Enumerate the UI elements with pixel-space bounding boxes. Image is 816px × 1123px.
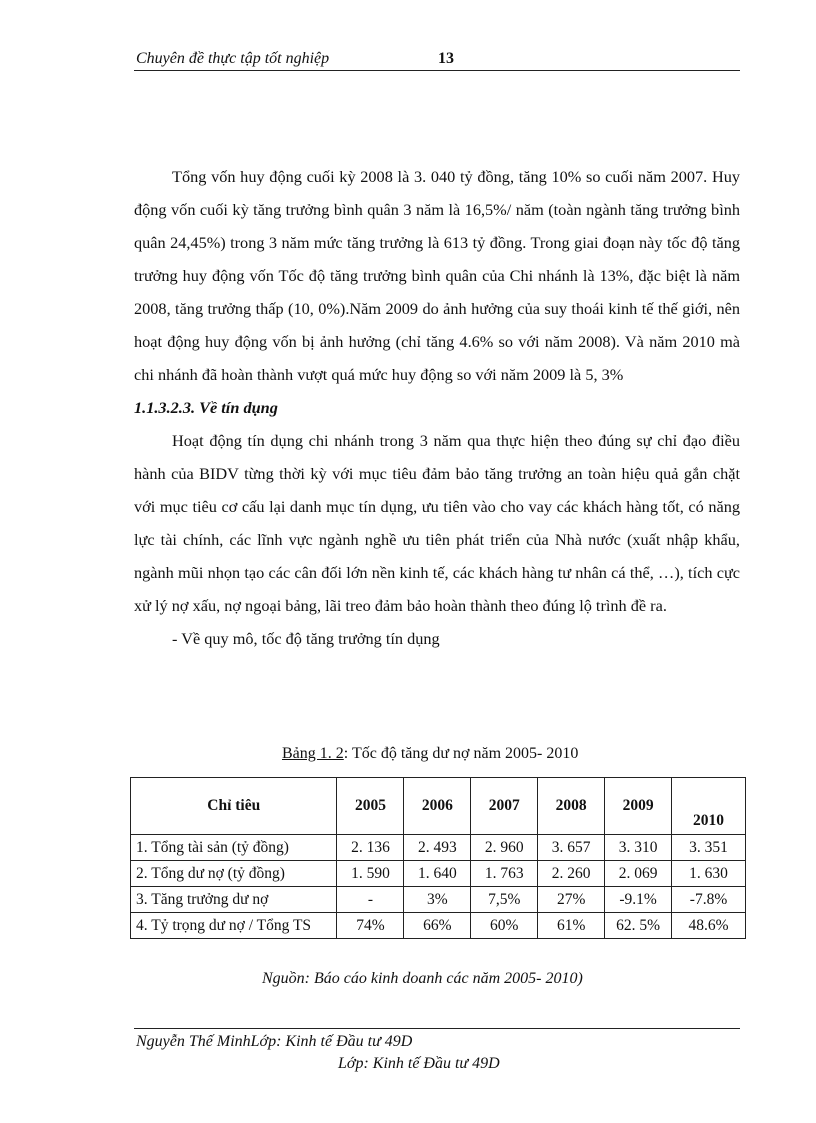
table-header-cell: 2008 bbox=[538, 778, 605, 835]
table-header-cell: 2006 bbox=[404, 778, 471, 835]
footer-divider bbox=[134, 1028, 740, 1029]
table-cell: 3. 310 bbox=[605, 835, 672, 861]
table-cell: 60% bbox=[471, 913, 538, 939]
table-source-note: Nguồn: Báo cáo kinh doanh các năm 2005- 2010) bbox=[262, 970, 583, 987]
document-title: Chuyên đề thực tập tốt nghiệp bbox=[136, 50, 330, 67]
table-header-cell: 2010 bbox=[672, 778, 746, 835]
table-row-label: 4. Tỷ trọng dư nợ / Tổng TS bbox=[131, 913, 337, 939]
table-row bbox=[131, 913, 746, 939]
table-cell: 3. 351 bbox=[672, 835, 746, 861]
table-row bbox=[131, 887, 746, 913]
paragraph-credit-activity: Hoạt động tín dụng chi nhánh trong 3 năm qua thực hiện theo đúng sự chỉ đạo điều hành của BIDV từng thời kỳ với mục tiêu đảm bảo tăng trưởng an toàn hiệu quả gắn chặt với mục tiêu cơ cấu lại danh mục tín dụng, ưu tiên vào cho vay các khách hàng tốt, có năng lực tài chính, các lĩnh vực ngành nghề ưu tiên phát triển của Nhà nước (xuất nhập khẩu, ngành mũi nhọn tạo các cân đối lớn nền kinh tế, các khách hàng tư nhân cá thể, …), tích cực xử lý nợ xấu, nợ ngoại bảng, lãi treo đảm bảo hoàn thành theo đúng lộ trình đề ra. bbox=[134, 431, 740, 615]
table-cell: 66% bbox=[404, 913, 471, 939]
table-cell: 1. 640 bbox=[404, 861, 471, 887]
table-row-label: 1. Tổng tài sản (tỷ đồng) bbox=[131, 835, 337, 861]
table-cell: 74% bbox=[337, 913, 404, 939]
body-text bbox=[134, 160, 740, 655]
table-header-cell: 2005 bbox=[337, 778, 404, 835]
footer-class: Lớp: Kinh tế Đầu tư 49D bbox=[338, 1055, 500, 1072]
table-cell: 3% bbox=[404, 887, 471, 913]
table-caption bbox=[282, 744, 578, 764]
table-cell: 7,5% bbox=[471, 887, 538, 913]
loan-growth-table bbox=[130, 777, 746, 939]
table-cell: 2. 136 bbox=[337, 835, 404, 861]
table-cell: 27% bbox=[538, 887, 605, 913]
table-cell: 1. 630 bbox=[672, 861, 746, 887]
table-cell: 2. 493 bbox=[404, 835, 471, 861]
table-cell: 2. 260 bbox=[538, 861, 605, 887]
table-caption-text: : Tốc độ tăng dư nợ năm 2005- 2010 bbox=[343, 745, 579, 762]
paragraph-capital-mobilization: Tổng vốn huy động cuối kỳ 2008 là 3. 040 tỷ đồng, tăng 10% so cuối năm 2007. Huy động vốn cuối kỳ tăng trưởng bình quân 3 năm là 16,5%/ năm (toàn ngành tăng trưởng bình quân 24,45%) trong 3 năm mức tăng trưởng là 613 tỷ đồng. Trong giai đoạn này tốc độ tăng trưởng huy động vốn Tốc độ tăng trưởng bình quân của Chi nhánh là 13%, đặc biệt là năm 2008, tăng trưởng thấp (10, 0%).Năm 2009 do ảnh hưởng của suy thoái kinh tế thế giới, nên hoạt động huy động vốn bị ảnh hưởng (chỉ tăng 4.6% so với năm 2008). Và năm 2010 mà chi nhánh đã hoàn thành vượt quá mức huy động so với năm 2009 là 5, 3% bbox=[134, 167, 740, 384]
table-cell: 3. 657 bbox=[538, 835, 605, 861]
table-cell: -9.1% bbox=[605, 887, 672, 913]
footer-author-class: Nguyễn Thế MinhLớp: Kinh tế Đầu tư 49D bbox=[136, 1033, 413, 1050]
table-cell: 2. 069 bbox=[605, 861, 672, 887]
page-header bbox=[134, 48, 740, 71]
table-cell: 2. 960 bbox=[471, 835, 538, 861]
table-row bbox=[131, 861, 746, 887]
table-row bbox=[131, 835, 746, 861]
table-header-cell: 2009 bbox=[605, 778, 672, 835]
table-cell: - bbox=[337, 887, 404, 913]
table-caption-label: Bảng 1. 2 bbox=[282, 745, 344, 762]
table-row-label: 3. Tăng trưởng dư nợ bbox=[131, 887, 337, 913]
section-heading-credit: 1.1.3.2.3. Về tín dụng bbox=[134, 398, 278, 417]
table-header-row bbox=[131, 778, 746, 835]
table-header-cell: Chỉ tiêu bbox=[131, 778, 337, 835]
page-number: 13 bbox=[438, 50, 454, 67]
table-cell: 48.6% bbox=[672, 913, 746, 939]
table-cell: -7.8% bbox=[672, 887, 746, 913]
table-cell: 1. 590 bbox=[337, 861, 404, 887]
table-cell: 1. 763 bbox=[471, 861, 538, 887]
table-header-cell: 2007 bbox=[471, 778, 538, 835]
table-cell: 62. 5% bbox=[605, 913, 672, 939]
table-cell: 61% bbox=[538, 913, 605, 939]
table-row-label: 2. Tổng dư nợ (tỷ đồng) bbox=[131, 861, 337, 887]
bullet-credit-growth: - Về quy mô, tốc độ tăng trưởng tín dụng bbox=[172, 629, 440, 648]
